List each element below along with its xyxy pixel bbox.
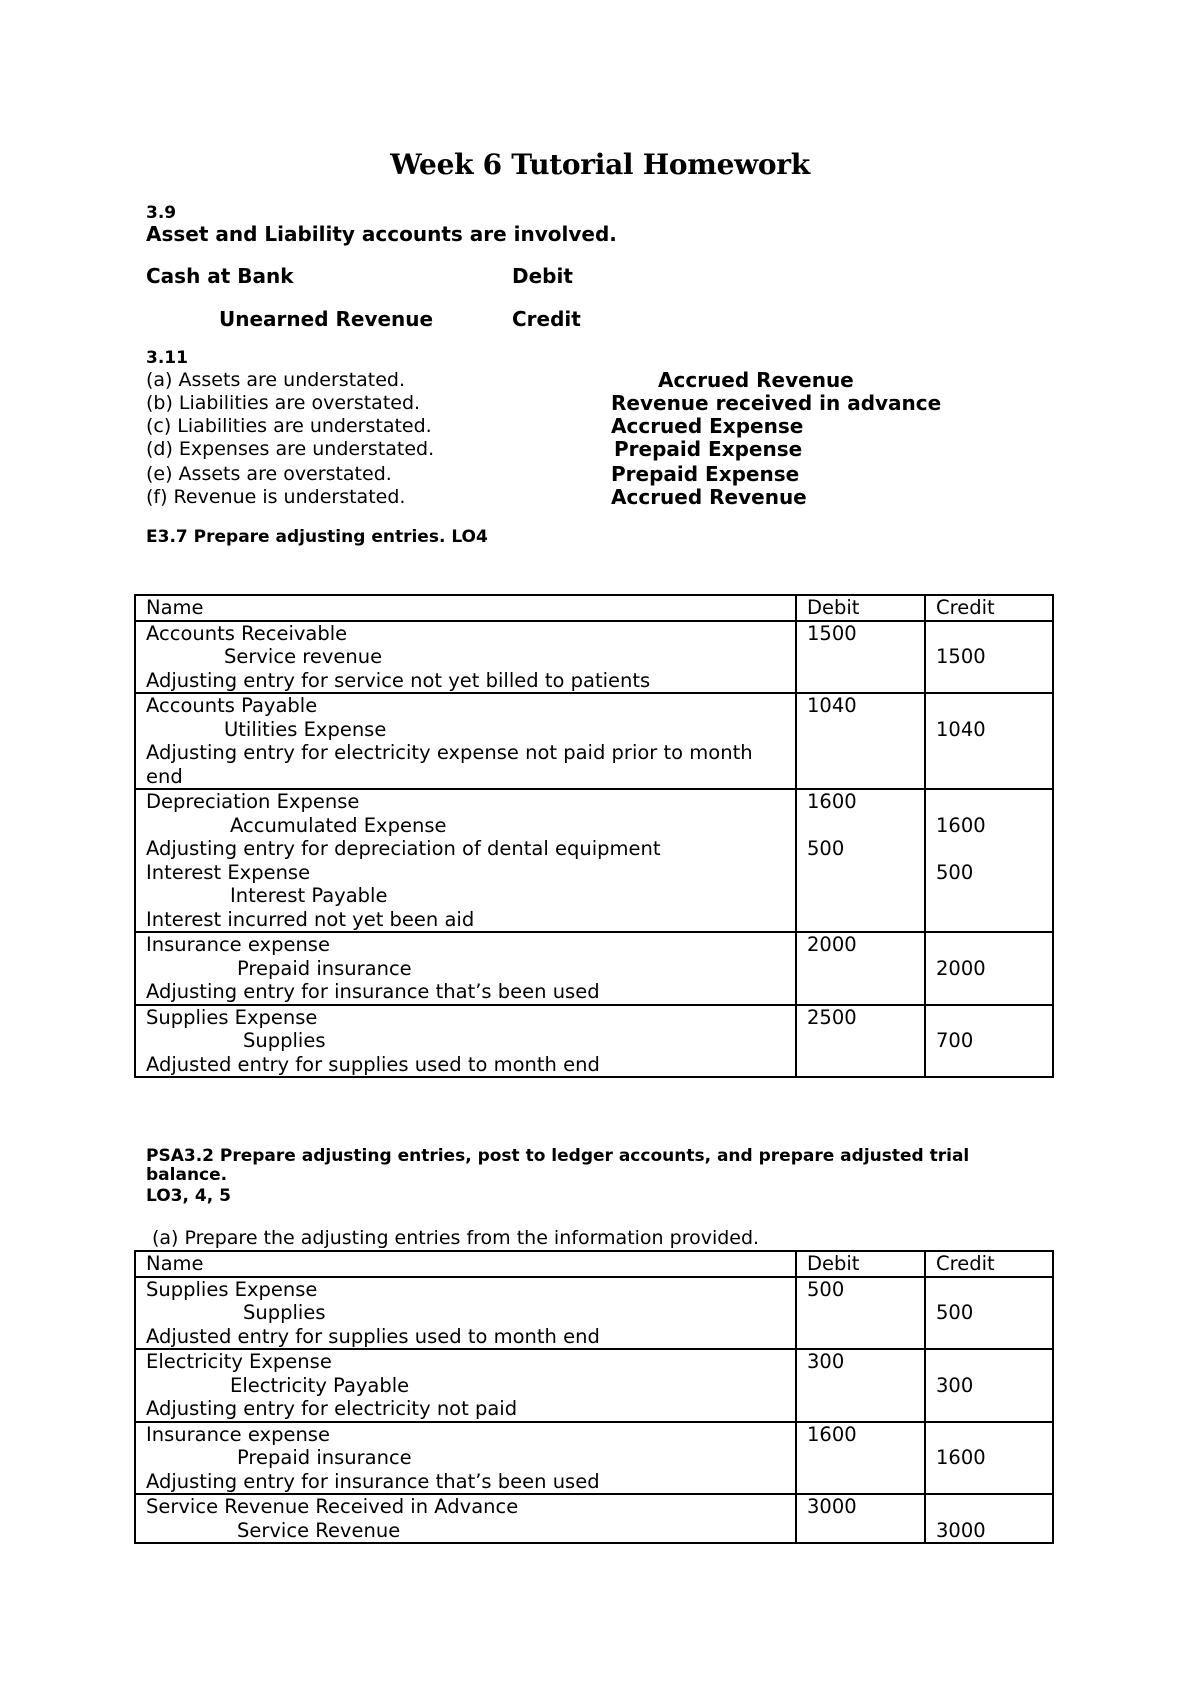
psa32-part-a: (a) Prepare the adjusting entries from the information provided. [152,1227,760,1249]
q311-answer-b: Revenue received in advance [611,391,942,415]
debit-amount: 2500 [807,1005,857,1029]
table-row [135,693,1053,789]
debit-account: Accounts Receivable [146,621,348,645]
debit-account: Supplies Expense [146,1277,318,1301]
table-row [135,789,1053,932]
header-name: Name [135,595,796,621]
credit-account: Supplies [243,1301,326,1324]
q311-item-f: (f) Revenue is understated. [146,486,406,508]
debit-amount-2: 500 [807,837,845,860]
credit-account: Unearned Revenue [219,307,434,331]
debit-account: Insurance expense [146,1422,330,1446]
credit-account: Accumulated Expense [230,813,447,837]
credit-account: Service revenue [224,645,383,668]
credit-label: Credit [512,307,581,331]
header-credit: Credit [925,595,1053,621]
debit-account: Cash at Bank [146,264,294,288]
debit-amount: 1040 [807,694,857,717]
psa32-learning-outcomes: LO3, 4, 5 [146,1186,231,1206]
q311-answer-f: Accrued Revenue [611,485,807,509]
header-debit: Debit [796,1251,925,1277]
table-row [135,1005,1053,1078]
credit-amount-2: 500 [936,860,974,884]
narration-2: Interest incurred not yet been aid [146,907,475,931]
q311-answer-d: Prepaid Expense [614,437,803,461]
credit-account-2: Interest Payable [230,884,388,907]
credit-amount: 500 [936,1301,974,1324]
credit-account: Service Revenue [237,1518,401,1542]
credit-account: Electricity Payable [230,1373,410,1397]
header-debit: Debit [796,595,925,621]
debit-account: Supplies Expense [146,1005,318,1029]
q311-item-b: (b) Liabilities are overstated. [146,392,421,414]
debit-amount: 2000 [807,933,857,956]
q311-item-a: (a) Assets are understated. [146,369,406,391]
narration: Adjusted entry for supplies used to month end [146,1052,600,1076]
credit-account: Utilities Expense [224,717,387,741]
question-3-9-number: 3.9 [146,203,177,223]
header-name: Name [135,1251,796,1277]
q311-item-d: (d) Expenses are understated. [146,438,435,460]
table-header-row [135,595,1053,621]
narration: Adjusting entry for electricity not paid [146,1397,518,1420]
q311-item-c: (c) Liabilities are understated. [146,415,432,437]
table-row [135,1349,1053,1422]
credit-amount: 1600 [936,1446,986,1469]
debit-account: Depreciation Expense [146,790,360,813]
question-3-11-number: 3.11 [146,348,188,368]
table-row [135,1277,1053,1350]
table-row [135,621,1053,694]
narration: Adjusting entry for electricity expense not paid prior to month end [146,741,753,788]
credit-amount: 2000 [936,956,986,980]
narration: Adjusting entry for insurance that’s been used [146,980,600,1003]
debit-amount: 500 [807,1277,845,1301]
debit-account: Insurance expense [146,933,330,956]
credit-amount: 300 [936,1373,974,1397]
debit-account-2: Interest Expense [146,860,311,884]
table-header-row [135,1251,1053,1277]
table-row [135,1422,1053,1495]
credit-amount: 1040 [936,717,986,741]
page-title: Week 6 Tutorial Homework [390,148,810,181]
q311-answer-a: Accrued Revenue [658,368,854,392]
narration: Adjusting entry for service not yet billed to patients [146,668,651,692]
credit-account: Supplies [243,1029,326,1052]
credit-amount: 3000 [936,1518,986,1542]
debit-amount: 300 [807,1350,845,1373]
debit-amount: 1600 [807,790,857,813]
e37-journal-table [134,594,1054,1078]
credit-amount: 1600 [936,813,986,837]
header-credit: Credit [925,1251,1053,1277]
psa32-heading: PSA3.2 Prepare adjusting entries, post to ledger accounts, and prepare adjusted trial balance. [146,1146,970,1185]
narration: Adjusting entry for insurance that’s been used [146,1469,600,1493]
psa32-journal-table [134,1250,1054,1544]
table-row [135,1494,1053,1543]
q311-answer-c: Accrued Expense [611,414,804,438]
question-3-9-statement: Asset and Liability accounts are involved. [146,222,617,246]
debit-amount: 3000 [807,1495,857,1518]
credit-amount: 1500 [936,645,986,668]
debit-amount: 1500 [807,621,857,645]
narration: Adjusting entry for depreciation of dental equipment [146,837,661,860]
q311-answer-e: Prepaid Expense [611,462,800,486]
table-row [135,932,1053,1005]
e37-heading: E3.7 Prepare adjusting entries. LO4 [146,527,488,547]
debit-account: Accounts Payable [146,694,318,717]
narration: Adjusted entry for supplies used to month end [146,1324,600,1348]
debit-account: Electricity Expense [146,1350,332,1373]
debit-amount: 1600 [807,1422,857,1446]
q311-item-e: (e) Assets are overstated. [146,463,392,485]
debit-account: Service Revenue Received in Advance [146,1495,519,1518]
credit-amount: 700 [936,1029,974,1052]
credit-account: Prepaid insurance [237,1446,412,1469]
debit-label: Debit [512,264,573,288]
credit-account: Prepaid insurance [237,956,412,980]
